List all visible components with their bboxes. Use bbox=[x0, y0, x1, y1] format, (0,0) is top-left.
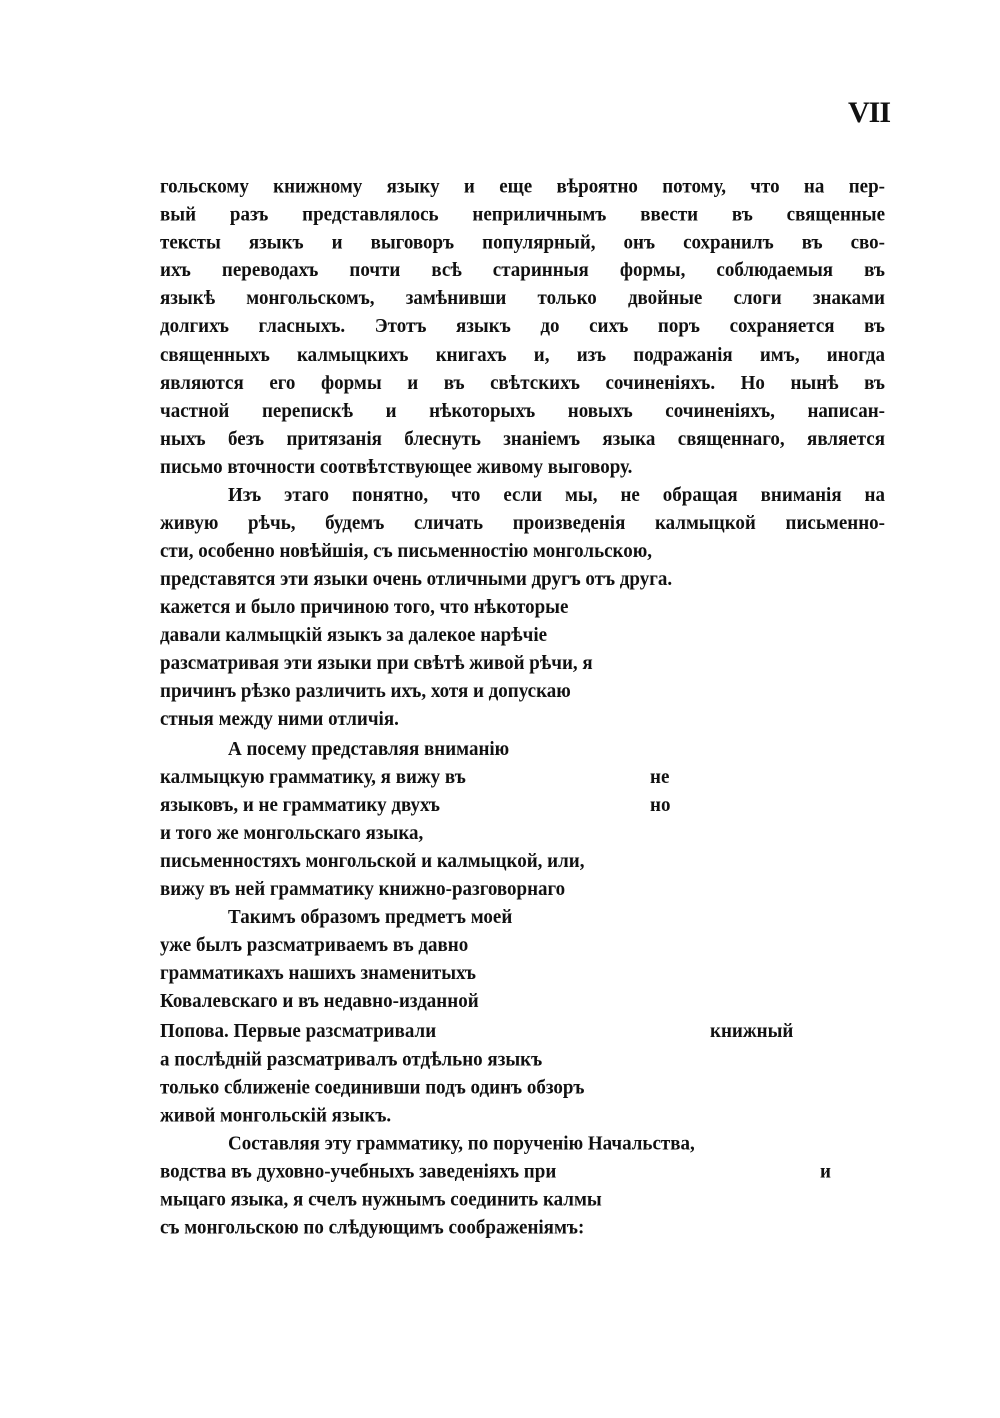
text-line bbox=[160, 1157, 831, 1186]
line-text: Такимъ образомъ предметъ моей bbox=[228, 906, 513, 929]
line-text: уже былъ разсматриваемъ въ давно bbox=[160, 934, 469, 957]
line-text: причинъ рѣзко различить ихъ, хотя и допускаю bbox=[160, 680, 571, 703]
line-text: сти, особенно новѣйшія, съ письменностію монгольскою, bbox=[160, 540, 653, 563]
line-text: ныхъ безъ притязанія блеснуть знаніемъ языка священнаго, является bbox=[160, 428, 885, 451]
text-line bbox=[160, 621, 547, 650]
line-text: кажется и было причиною того, что нѣкоторые bbox=[160, 596, 569, 619]
text-line bbox=[160, 1185, 602, 1214]
line-text: письмо вточности соотвѣтствующее живому выговору. bbox=[160, 456, 633, 479]
text-line bbox=[160, 1017, 794, 1046]
text-line bbox=[160, 284, 885, 313]
text-line bbox=[160, 903, 512, 932]
line-text: вый разъ представлялось неприличнымъ ввести въ священные bbox=[160, 203, 885, 226]
text-line bbox=[160, 875, 565, 904]
text-line bbox=[160, 565, 672, 594]
line-text: Изъ этаго понятно, что если мы, не обращая вниманія на bbox=[228, 484, 885, 507]
line-text: живую рѣчь, будемъ сличать произведенія калмыцкой письменно- bbox=[160, 512, 885, 535]
line-text: живой монгольскій языкъ. bbox=[160, 1104, 392, 1127]
line-text: и того же монгольскаго языка, bbox=[160, 822, 424, 845]
text-line bbox=[160, 959, 476, 988]
line-right-fragment: книжный bbox=[710, 1020, 794, 1043]
line-text: водства въ духовно-учебныхъ заведеніяхъ при bbox=[160, 1160, 557, 1183]
text-line bbox=[160, 425, 885, 454]
text-line bbox=[160, 677, 571, 706]
line-text: частной перепискѣ и нѣкоторыхъ новыхъ сочиненіяхъ, написан- bbox=[160, 400, 885, 423]
text-line bbox=[160, 397, 885, 426]
line-text: только сближеніе соединивши подъ одинъ обзоръ bbox=[160, 1076, 585, 1099]
line-text: грамматикахъ нашихъ знаменитыхъ bbox=[160, 962, 476, 985]
page-number: VII bbox=[848, 96, 891, 129]
text-line bbox=[160, 649, 593, 678]
line-text: вижу въ ней грамматику книжно-разговорнаго bbox=[160, 878, 566, 901]
line-text: письменностяхъ монгольской и калмыцкой, или, bbox=[160, 850, 585, 873]
text-line bbox=[160, 705, 399, 734]
line-text: А посему представляя вниманію bbox=[228, 738, 510, 761]
text-line bbox=[160, 593, 568, 622]
line-text: представятся эти языки очень отличными другъ отъ друга. bbox=[160, 568, 673, 591]
text-line bbox=[160, 847, 584, 876]
text-line bbox=[160, 509, 885, 538]
text-line bbox=[160, 341, 885, 370]
line-text: являются его формы и въ свѣтскихъ сочиненіяхъ. Но нынѣ въ bbox=[160, 372, 885, 395]
text-line bbox=[228, 481, 885, 510]
line-text: гольскому книжному языку и еще вѣроятно потому, что на пер- bbox=[160, 175, 885, 198]
line-text: ихъ переводахъ почти всѣ старинныя формы, соблюдаемыя въ bbox=[160, 259, 885, 282]
text-line bbox=[160, 987, 479, 1016]
text-line bbox=[160, 763, 670, 792]
text-line bbox=[160, 228, 885, 257]
line-text: священныхъ калмыцкихъ книгахъ и, изъ подражанія имъ, иногда bbox=[160, 344, 885, 367]
line-right-fragment: но bbox=[650, 794, 671, 817]
text-line bbox=[160, 537, 652, 566]
text-line bbox=[160, 931, 468, 960]
line-right-fragment: и bbox=[820, 1160, 831, 1183]
text-line bbox=[160, 791, 671, 820]
line-text: долгихъ гласныхъ. Этотъ языкъ до сихъ поръ сохраняется въ bbox=[160, 315, 885, 338]
line-text: съ монгольскою по слѣдующимъ соображеніямъ: bbox=[160, 1216, 585, 1239]
line-text: языковъ, и не грамматику двухъ bbox=[160, 794, 440, 817]
line-text: давали калмыцкій языкъ за далекое нарѣчіе bbox=[160, 624, 548, 647]
text-line bbox=[160, 369, 885, 398]
line-text: Составляя эту грамматику, по порученію Начальства, bbox=[228, 1132, 695, 1155]
text-line bbox=[160, 1073, 585, 1102]
text-line bbox=[160, 312, 885, 341]
line-text: тексты языкъ и выговоръ популярный, онъ сохранилъ въ сво- bbox=[160, 231, 885, 254]
line-text: Ковалевскаго и въ недавно-изданной bbox=[160, 990, 479, 1013]
text-line bbox=[160, 1213, 584, 1242]
line-text: языкѣ монгольскомъ, замѣнивши только двойные слоги знаками bbox=[160, 287, 885, 310]
text-line bbox=[160, 1045, 542, 1074]
line-text: стныя между ними отличія. bbox=[160, 708, 399, 731]
text-line bbox=[160, 200, 885, 229]
line-text: а послѣдній разсматривалъ отдѣльно языкъ bbox=[160, 1048, 543, 1071]
line-right-fragment: не bbox=[650, 766, 670, 789]
line-text: калмыцкую грамматику, я вижу въ bbox=[160, 766, 466, 789]
text-line bbox=[160, 819, 423, 848]
line-text: разсматривая эти языки при свѣтѣ живой рѣчи, я bbox=[160, 652, 593, 675]
text-line bbox=[160, 256, 885, 285]
text-line bbox=[160, 1129, 695, 1158]
line-text: Попова. Первые разсматривали bbox=[160, 1020, 437, 1043]
text-line bbox=[160, 453, 632, 482]
text-line bbox=[160, 1101, 391, 1130]
text-line bbox=[160, 172, 885, 201]
text-line bbox=[160, 735, 509, 764]
line-text: мыцаго языка, я счелъ нужнымъ соединить калмы bbox=[160, 1188, 602, 1211]
